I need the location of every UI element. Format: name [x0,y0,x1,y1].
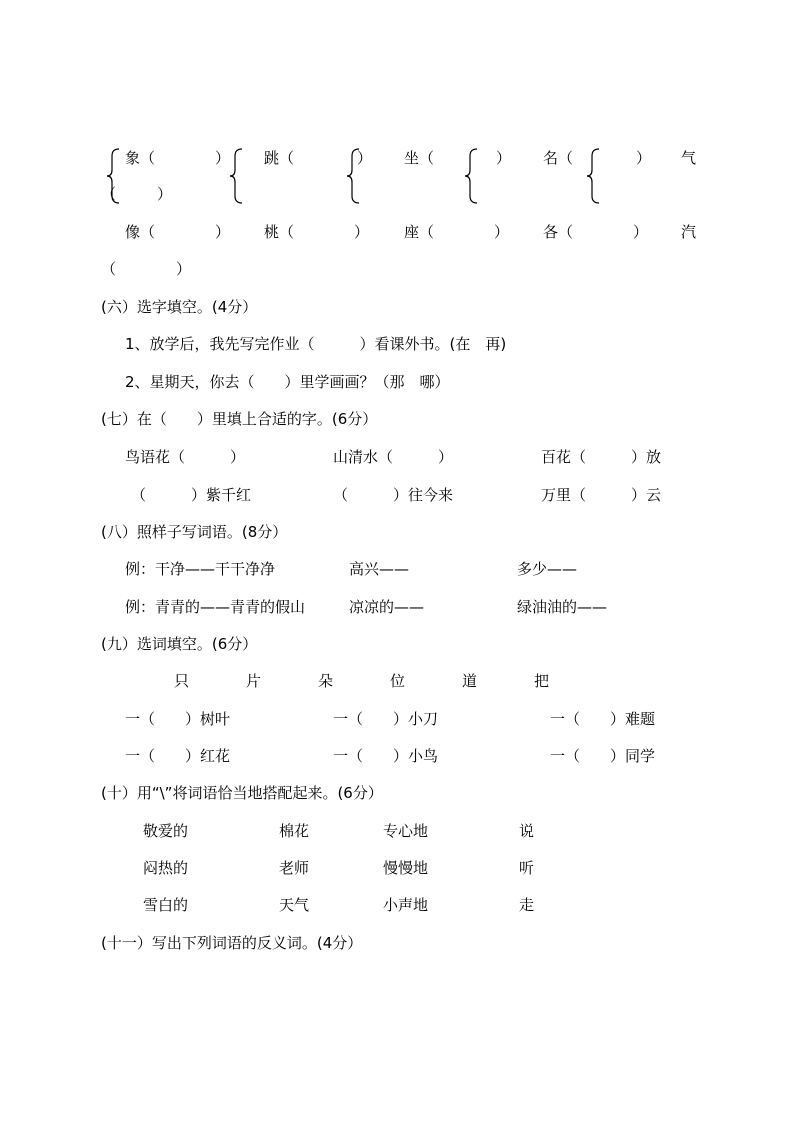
char-pair-item: （ [101,185,117,203]
word-choice: 把 [534,672,550,690]
match-word: 走 [519,896,535,914]
char-pair-item: 气 [681,149,697,167]
match-word: 闷热的 [143,859,189,877]
section-heading: (六）选字填空。(4分） [101,298,258,316]
question-text: 2、星期天，你去（ ）里学画画？（那 哪） [125,373,450,391]
measure-word-item: 一（ ）树叶 [125,710,231,728]
idiom-item: 鸟语花（ ） [125,448,246,466]
char-pair-item: ） [357,149,373,167]
char-pair-item: ） [496,149,512,167]
match-word: 敬爱的 [143,822,189,840]
char-pair-item: 座（ ） [404,223,510,241]
measure-word-item: 一（ ）红花 [125,747,231,765]
word-choice: 片 [246,672,262,690]
idiom-item: （ ）紫千红 [131,486,252,504]
section-heading: (九）选词填空。(6分） [101,635,258,653]
match-word: 小声地 [383,896,429,914]
char-pair-item: 像（ ） [125,223,231,241]
example-item: 凉凉的—— [349,598,425,616]
example-item: 例：青青的——青青的假山 [125,598,306,616]
section-heading: (十）用“\”将词语恰当地搭配起来。(6分） [101,784,383,802]
char-pair-item: 桃（ ） [264,223,370,241]
match-word: 专心地 [383,822,429,840]
section-heading: (八）照样子写词语。(8分） [101,523,288,541]
idiom-item: 山清水（ ） [333,448,454,466]
measure-word-item: 一（ ）小鸟 [333,747,439,765]
section-heading: (七）在（ ）里填上合适的字。(6分） [101,410,378,428]
word-choice: 道 [462,672,478,690]
match-word: 雪白的 [143,896,189,914]
measure-word-item: 一（ ）同学 [550,747,656,765]
idiom-item: 百花（ ）放 [541,448,662,466]
char-pair-item: ） [636,149,652,167]
example-item: 多少—— [517,560,578,578]
brace-icon [229,148,243,204]
char-pair-item: （ ） [101,260,192,278]
brace-icon [586,148,600,204]
section-heading: (十一）写出下列词语的反义词。(4分） [101,934,363,952]
idiom-item: （ ）往今来 [333,486,454,504]
char-pair-item: 名（ [543,149,574,167]
example-item: 例：干净——干干净净 [125,560,276,578]
match-word: 慢慢地 [383,859,429,877]
match-word: 天气 [279,896,310,914]
example-item: 绿油油的—— [517,598,608,616]
word-choice: 位 [390,672,406,690]
match-word: 老师 [279,859,310,877]
word-choice: 只 [174,672,190,690]
question-text: 1、放学后，我先写完作业（ ）看课外书。(在 再) [125,335,507,353]
char-pair-item: ） [157,185,173,203]
brace-icon [464,148,478,204]
char-pair-item: 坐（ [404,149,435,167]
idiom-item: 万里（ ）云 [541,486,662,504]
example-item: 高兴—— [349,560,410,578]
char-pair-item: 汽 [681,223,697,241]
char-pair-item: 各（ ） [543,223,649,241]
word-choice: 朵 [318,672,334,690]
char-pair-item: 象（ ） [125,149,231,167]
match-word: 说 [519,822,535,840]
match-word: 听 [519,859,535,877]
measure-word-item: 一（ ）难题 [550,710,656,728]
match-word: 棉花 [279,822,310,840]
measure-word-item: 一（ ）小刀 [333,710,439,728]
char-pair-item: 跳（ [264,149,295,167]
